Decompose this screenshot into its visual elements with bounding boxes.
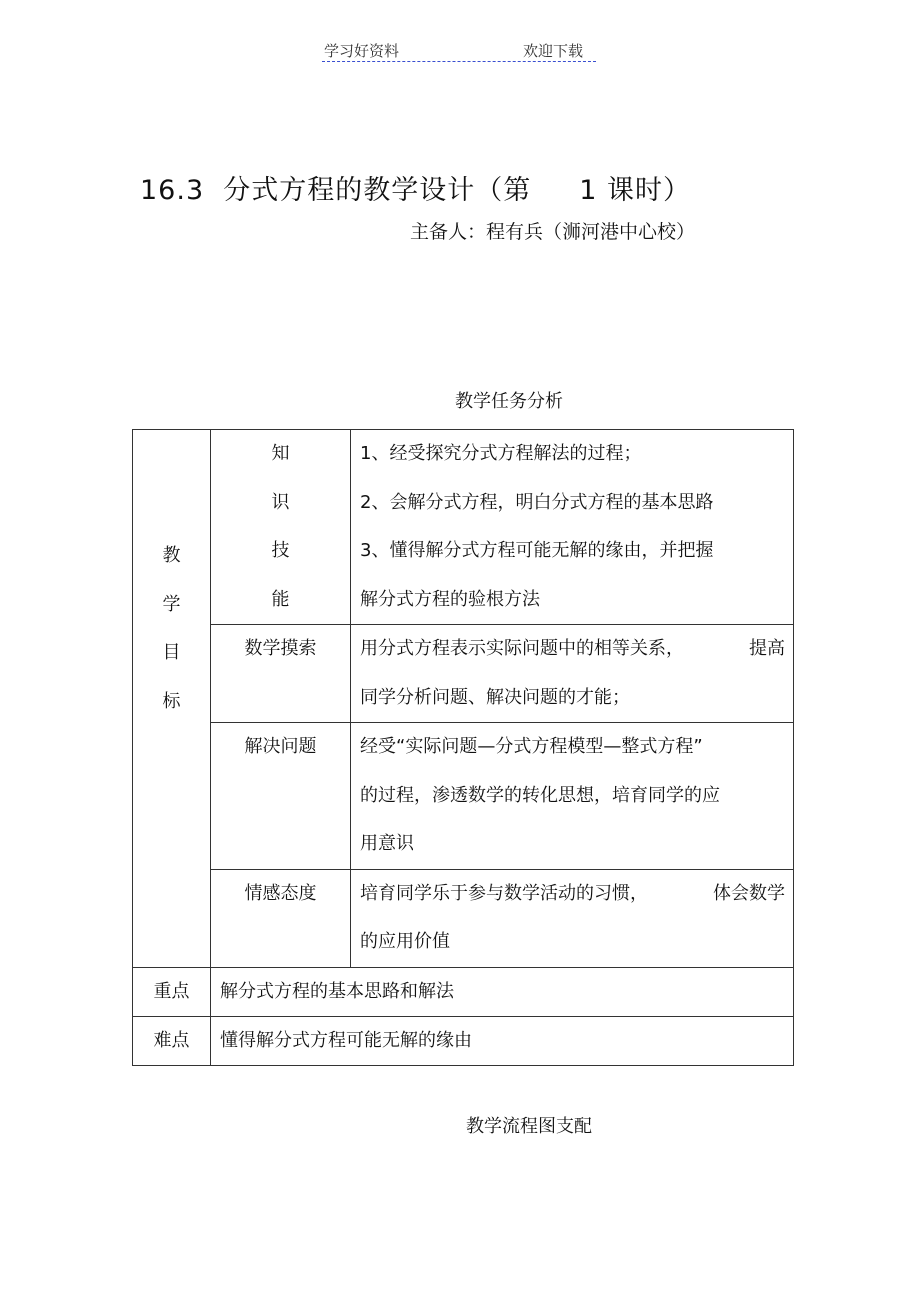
category-knowledge-cell: [211, 430, 351, 625]
key-point-label: 重点: [133, 967, 211, 1016]
content-line: 的应用价值: [360, 931, 450, 952]
table-row: [133, 430, 794, 625]
attitude-content: [351, 869, 794, 967]
category-knowledge: 知 识 技 能: [271, 443, 290, 610]
content-line: 同学分析问题、解决问题的才能；: [360, 686, 630, 708]
category-thinking-cell: [211, 625, 351, 723]
goal-label: 教 学 目 标: [162, 545, 181, 712]
category-problem-cell: [211, 723, 351, 870]
section-title-flowchart: 教学流程图支配: [466, 1116, 592, 1137]
page-title: 16.3 分式方程的教学设计（第 1 课时）: [140, 175, 691, 206]
header-left-text: 学习好资料: [324, 42, 400, 60]
difficult-point-text: 懂得解分式方程可能无解的缘由: [211, 1016, 794, 1065]
category-label: 情感态度: [244, 882, 317, 904]
header-right-text: 欢迎下载: [523, 42, 584, 60]
table-row: [133, 1016, 794, 1065]
key-point-text: 解分式方程的基本思路和解法: [211, 967, 794, 1016]
category-label: 数学摸索: [244, 638, 317, 659]
goal-label-cell: [133, 430, 211, 968]
table-row: [133, 967, 794, 1016]
content-line: 3、懂得解分式方程可能无解的缘由，并把握: [360, 540, 714, 561]
problem-content: [351, 723, 794, 870]
content-line: 1、经受探究分式方程解法的过程；: [360, 443, 642, 464]
content-line: 2、会解分式方程，明白分式方程的基本思路: [360, 491, 714, 513]
content-line: 经受“实际问题—分式方程模型—整式方程”: [360, 736, 703, 757]
knowledge-content: [351, 430, 794, 625]
content-line: 解分式方程的验根方法: [360, 588, 540, 610]
table-row: [133, 869, 794, 967]
task-analysis-table: [132, 429, 794, 1066]
category-label: 解决问题: [244, 736, 317, 757]
content-line: 用分式方程表示实际问题中的相等关系， 提高: [360, 638, 785, 659]
content-line: 的过程，渗透数学的转化思想，培育同学的应: [360, 784, 720, 806]
author-line: 主备人：程有兵（浉河港中心校）: [410, 221, 696, 243]
content-line: 用意识: [360, 833, 414, 854]
category-attitude-cell: [211, 869, 351, 967]
section-title-task-analysis: 教学任务分析: [455, 391, 563, 412]
difficult-point-label: 难点: [133, 1016, 211, 1065]
table-row: [133, 723, 794, 870]
thinking-content: [351, 625, 794, 723]
table-row: [133, 625, 794, 723]
content-line: 培育同学乐于参与数学活动的习惯， 体会数学: [360, 882, 785, 904]
header-divider: [322, 61, 596, 62]
